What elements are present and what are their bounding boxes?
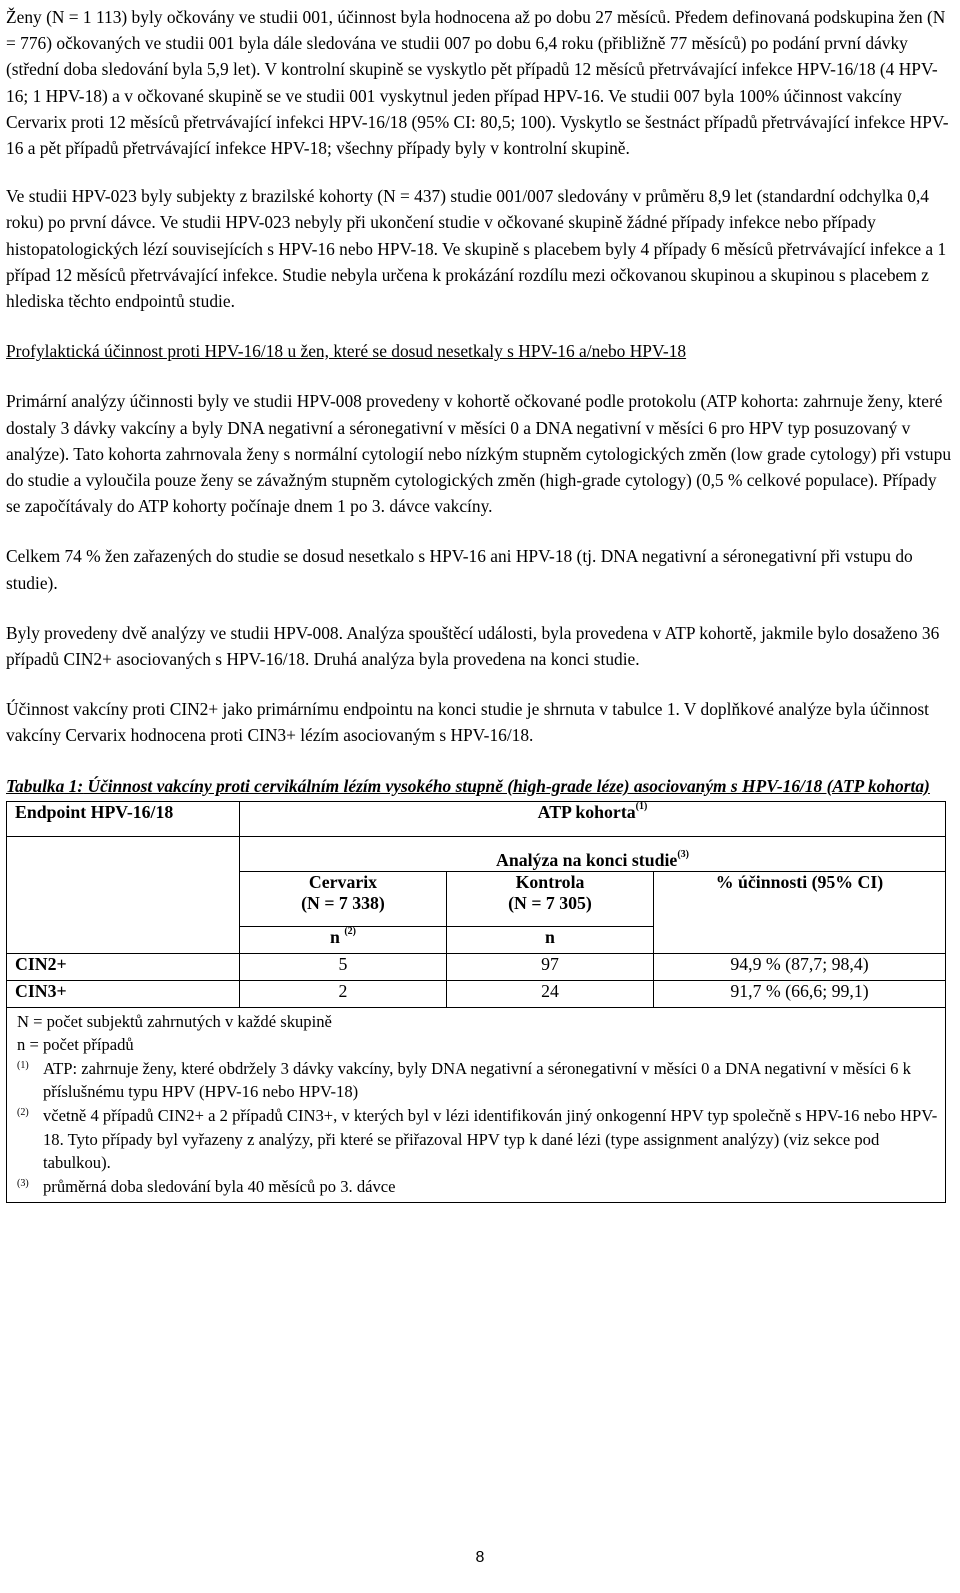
row-endpoint: CIN2+: [7, 953, 240, 980]
footnote-3: $^{(3)}$ průměrná doba sledování byla 40 měsíců po 3. dávce: [17, 1176, 396, 1196]
paragraph-74-percent: Celkem 74 % žen zařazených do studie se dosud nesetkalo s HPV-16 ani HPV-18 (tj. DNA negativní a séronegativní při vstupu do studie).: [6, 546, 913, 593]
n-label-kontrola: n: [447, 926, 654, 953]
row-efficacy: 91,7 % (66,6; 99,1): [654, 980, 946, 1007]
table-caption-label: Tabulka 1:: [6, 775, 84, 796]
col-kontrola-header: Kontrola (N = 7 305): [447, 871, 654, 926]
row-kontrola: 24: [447, 980, 654, 1007]
page-number: 8: [475, 1549, 485, 1566]
note-n-definition: n = počet případů: [17, 1035, 134, 1055]
row-cervarix: 2: [240, 980, 447, 1007]
analysis-header: Analýza na konci studie$^{(3)}$: [240, 836, 946, 871]
row-kontrola: 97: [447, 953, 654, 980]
row-cervarix: 5: [240, 953, 447, 980]
paragraph-efficacy-summary: Účinnost vakcíny proti CIN2+ jako primárnímu endpointu na konci studie je shrnuta v tabulce 1. V doplňkové analýze byla účinnost vakcíny Cervarix hodnocena proti CIN3+ lézím asociovaným s HPV-16/18.: [6, 699, 929, 746]
paragraph-study-001-007: Ženy (N = 1 113) byly očkovány ve studii 001, účinnost byla hodnocena až po dobu 27 měsíců. Předem definovaná podskupina žen (N = 776) očkovaných ve studii 001 byla dále sledována ve studii 007 po dobu 6,4 roku (přibližně 77 měsíců) po podání první dávky (střední doba sledování byla 5,9 let). V kontrolní skupině se vyskytlo pět případů 12 měsíců přetrvávající infekce HPV-16/18 (4 HPV-16; 1 HPV-18) a v očkované skupině se ve studii 001 vyskytnul jeden případ HPV-16. Ve studii 007 byla 100% účinnost vakcíny Cervarix proti 12 měsíců přetrvávající infekci HPV-16/18 (95% CI: 80,5; 100). Vyskytlo se šestnáct případů přetrvávající infekce HPV-16 a pět případů přetrvávající infekce HPV-18; všechny případy byly v kontrolní skupině.: [6, 7, 949, 159]
note-N-definition: N = počet subjektů zahrnutých v každé skupině: [17, 1011, 332, 1031]
document-page: [6, 4, 952, 1203]
row-efficacy: 94,9 % (87,7; 98,4): [654, 953, 946, 980]
row-endpoint: CIN3+: [7, 980, 240, 1007]
paragraph-two-analyses: Byly provedeny dvě analýzy ve studii HPV-008. Analýza spouštěcí události, byla provedena v ATP kohortě, jakmile bylo dosaženo 36 případů CIN2+ asociovaných s HPV-16/18. Druhá analýza byla provedena na konci studie.: [6, 622, 940, 670]
n-label-cervarix: n $^{(2)}$: [240, 926, 447, 953]
cohort-header: ATP kohorta$^{(1)}$: [240, 801, 946, 836]
section-heading: Profylaktická účinnost proti HPV-16/18 u žen, které se dosud nesetkaly s HPV-16 a/nebo HPV-18: [6, 341, 687, 362]
endpoint-header: Endpoint HPV-16/18: [7, 801, 240, 836]
footnote-1: $^{(1)}$ ATP: zahrnuje ženy, které obdržely 3 dávky vakcíny, byly DNA negativní a séronegativní v měsíci 0 a DNA negativní v měsíci 6 k příslušnému typu HPV (HPV-16 nebo HPV-18): [17, 1058, 911, 1102]
efficacy-table: [6, 801, 946, 1204]
table-row: [7, 980, 946, 1007]
paragraph-primary-analyses: Primární analýzy účinnosti byly ve studii HPV-008 provedeny v kohortě očkované podle protokolu (ATP kohorta: zahrnuje ženy, které dostaly 3 dávky vakcíny a byly DNA negativní a séronegativní v měsíci 0 a DNA negativní v měsíci 6 pro HPV typ posuzovaný v analýze). Tato kohorta zahrnovala ženy s normální cytologií nebo nízkým stupněm cytologických změn (low grade cytology) při vstupu do studie a vyloučila pouze ženy se závažným stupněm cytologických změn (high-grade cytology) (0,5 % celkové populace). Případy se započítávaly do ATP kohorty počínaje dnem 1 po 3. dávce vakcíny.: [6, 391, 952, 517]
table-caption-text: Účinnost vakcíny proti cervikálním lézím vysokého stupně (high-grade léze) asociovaným s HPV-16/18 (ATP kohorta): [87, 775, 930, 796]
col-efficacy-header: % účinnosti (95% CI): [654, 871, 946, 953]
table-caption: [6, 773, 952, 799]
paragraph-study-023: Ve studii HPV-023 byly subjekty z brazilské kohorty (N = 437) studie 001/007 sledovány v průměru 8,9 let (standardní odchylka 0,4 roku) po první dávce. Ve studii HPV-023 nebyly při ukončení studie v očkované skupině žádné případy infekce nebo případy histopatologických lézí souvisejících s HPV-16 nebo HPV-18. Ve skupině s placebem byly 4 případy 6 měsíců přetrvávající infekce a 1 případ 12 měsíců přetrvávající infekce. Studie nebyla určena k prokázání rozdílu mezi očkovanou skupinou a skupinou s placebem z hlediska těchto endpointů studie.: [6, 186, 947, 312]
table-row: [7, 953, 946, 980]
table-notes: [7, 1007, 946, 1203]
footnote-2: $^{(2)}$ včetně 4 případů CIN2+ a 2 případů CIN3+, v kterých byl v lézi identifikován jiný onkogenní HPV typ společně s HPV-16 nebo HPV-18. Tyto případy byl vyřazeny z analýzy, při které se přiřazoval HPV typ k dané lézi (type assignment analýzy) (viz sekce pod tabulkou).: [17, 1106, 938, 1173]
col-cervarix-header: Cervarix (N = 7 338): [240, 871, 447, 926]
